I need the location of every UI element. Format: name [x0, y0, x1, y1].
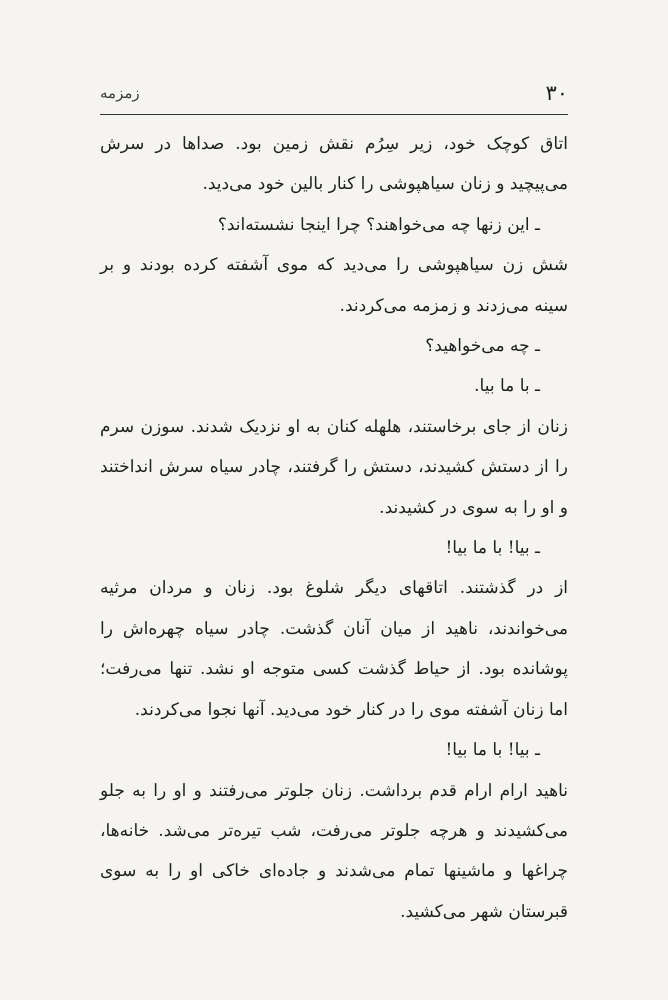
paragraph: زنان از جای برخاستند، هلهله کنان به او نزدیک شدند. سوزن سرم را از دستش کشیدند، دستش را گرفتند، چادر سیاه سرش انداختند و او را به سوی در کشیدند. [100, 416, 568, 518]
running-title: زمزمه [100, 84, 140, 102]
paragraph: اتاق کوچک خود، زیر سِرُم نقش زمین بود. صداها در سرش می‌پیچید و زنان سیاهپوشی را کنار بالین خود می‌دید. [100, 134, 568, 195]
running-head [100, 78, 568, 108]
dialogue-line: ـ با ما بیا. [474, 376, 540, 397]
header-rule [100, 114, 568, 115]
text-block [100, 124, 568, 932]
dialogue-line: ـ بیا! با ما بیا! [445, 740, 540, 761]
dialogue-line: ـ این زنها چه می‌خواهند؟ چرا اینجا نشسته‌اند؟ [217, 214, 540, 235]
dialogue-line: ـ بیا! با ما بیا! [445, 538, 540, 559]
paragraph: شش زن سیاهپوشی را می‌دید که موی آشفته کرده بودند و بر سینه می‌زدند و زمزمه می‌کردند. [100, 255, 568, 316]
dialogue-line: ـ چه می‌خواهید؟ [425, 336, 540, 357]
page-number: ۳۰ [545, 81, 568, 105]
paragraph: از در گذشتند. اتاقهای دیگر شلوغ بود. زنان و مردان مرثیه می‌خواندند، ناهید از میان آنان گذشت. چادر سیاه چهره‌اش را پوشانده بود. از حیاط گذشت کسی متوجه او نشد. تنها می‌رفت؛ اما زنان آشفته موی را در کنار خود می‌دید. آنها نجوا می‌کردند. [100, 578, 568, 720]
paragraph: ناهید ارام ارام قدم برداشت. زنان جلوتر می‌رفتند و او را به جلو می‌کشیدند و هرچه جلوتر می‌رفت، شب تیره‌تر می‌شد. خانه‌ها، چراغها و ماشینها تمام می‌شدند و جاده‌ای خاکی او را به سوی قبرستان شهر می‌کشید. [100, 780, 568, 922]
